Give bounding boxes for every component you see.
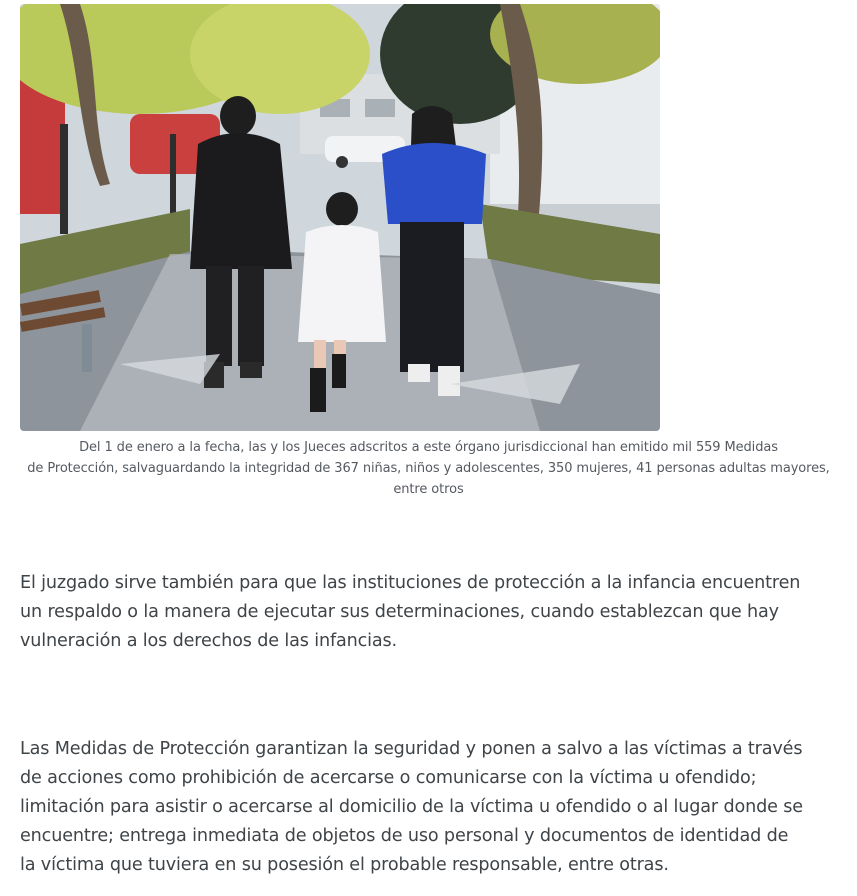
paragraph-line: encuentre; entrega inmediata de objetos de uso personal y documentos de identidad de (20, 826, 789, 846)
paragraph-line: de acciones como prohibición de acercarse o comunicarse con la víctima u ofendido; (20, 768, 757, 788)
paragraph-line: Las Medidas de Protección garantizan la seguridad y ponen a salvo a las víctimas a través (20, 739, 803, 759)
paragraph-medidas (20, 735, 841, 880)
caption-line: Del 1 de enero a la fecha, las y los Jueces adscritos a este órgano jurisdiccional han emitido mil 559 Medidas (79, 440, 778, 455)
paragraph-line: limitación para asistir o acercarse al domicilio de la víctima u ofendido o al lugar donde se (20, 797, 803, 817)
paragraph-line: vulneración a los derechos de las infancias. (20, 631, 397, 651)
caption-line: entre otros (393, 482, 464, 497)
paragraph-juzgado (20, 569, 841, 656)
photo-caption (20, 437, 837, 500)
paragraph-line: un respaldo o la manera de ejecutar sus determinaciones, cuando establezcan que hay (20, 602, 779, 622)
article-photo (20, 4, 660, 431)
paragraph-line: El juzgado sirve también para que las instituciones de protección a la infancia encuentren (20, 573, 801, 593)
park-scene-illustration (20, 4, 660, 431)
paragraph-line: la víctima que tuviera en su posesión el probable responsable, entre otras. (20, 855, 669, 875)
caption-line: de Protección, salvaguardando la integridad de 367 niñas, niños y adolescentes, 350 mujeres, 41 personas adultas mayores, (27, 461, 830, 476)
